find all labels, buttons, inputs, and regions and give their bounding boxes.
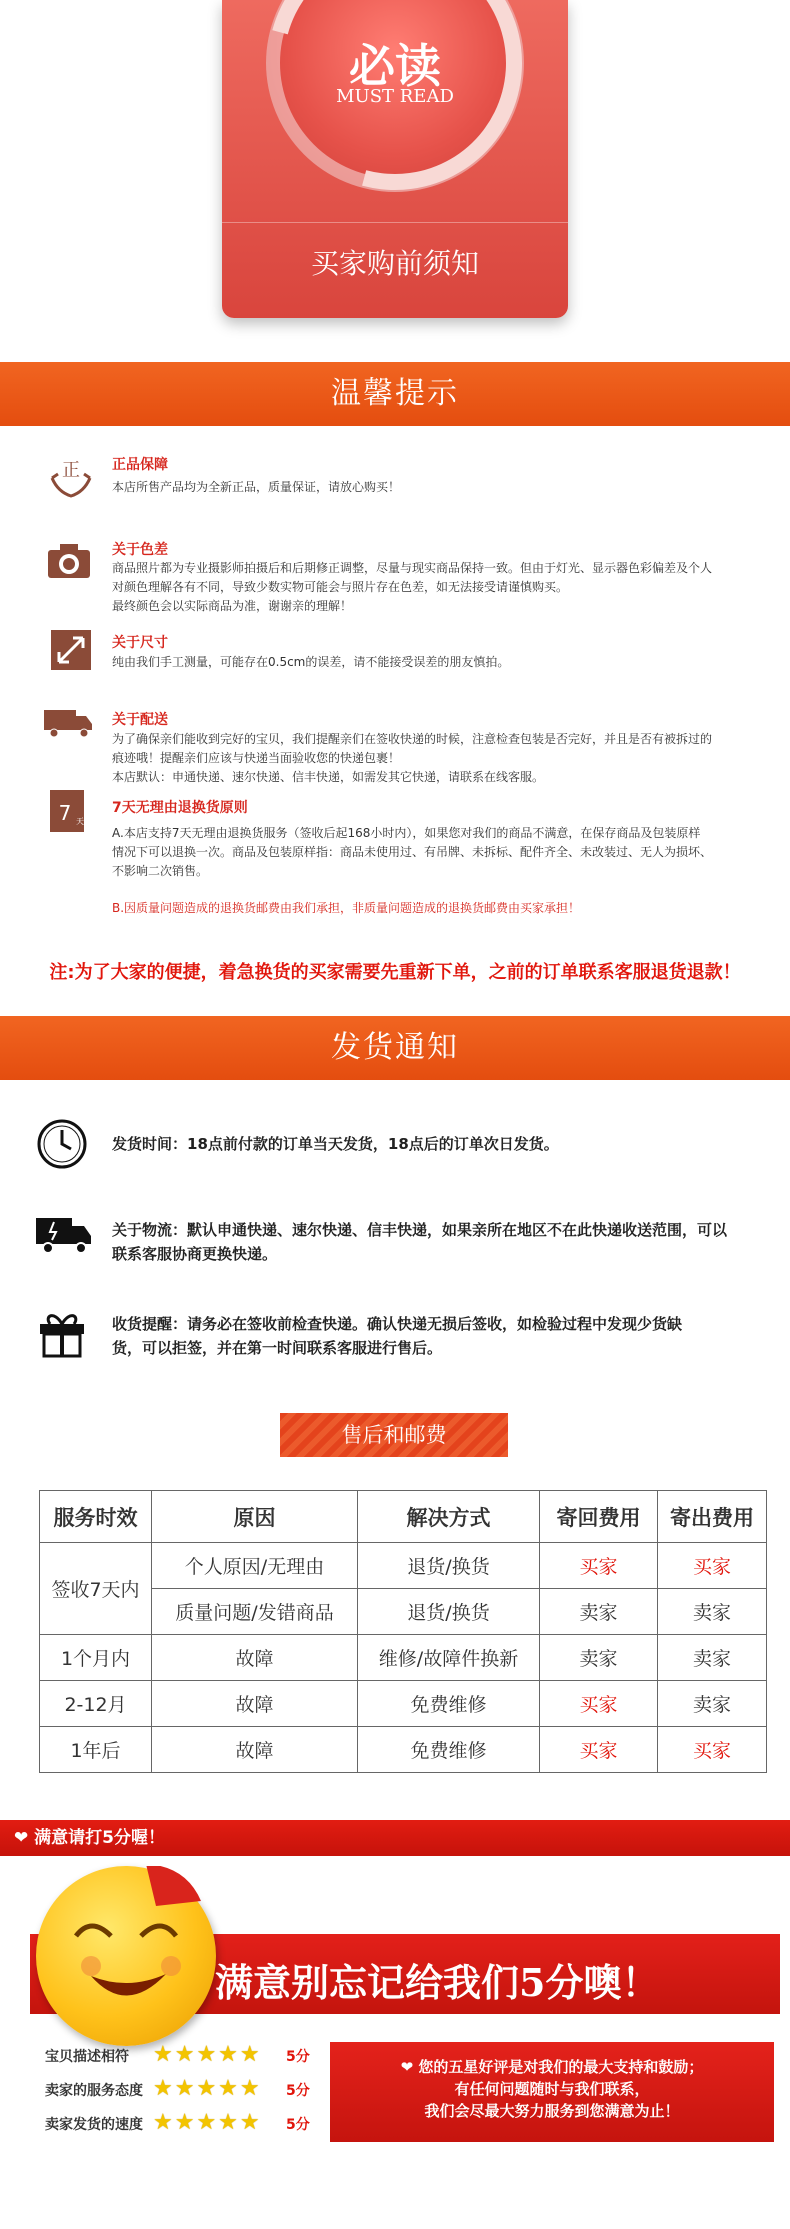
heart-icon: ❤ bbox=[14, 1828, 29, 1848]
five-stars-icon: ★★★★★ bbox=[153, 2110, 262, 2135]
score-value: 5分 bbox=[286, 2049, 310, 2065]
shipping-banner: 发货通知 bbox=[0, 1016, 790, 1080]
shipping-logistics-text bbox=[112, 1218, 772, 1266]
tip-title-return: 7天无理由退换货原则 bbox=[112, 800, 248, 816]
score-value: 5分 bbox=[286, 2117, 310, 2133]
after-sales-heading: 售后和邮费 bbox=[280, 1413, 508, 1457]
tip-text-delivery bbox=[112, 730, 772, 787]
tip-text-genuine bbox=[112, 478, 772, 497]
cell-return-fee: 买家 bbox=[540, 1681, 658, 1727]
shipping-line: 发货时间：18点前付款的订单当天发货，18点后的订单次日发货。 bbox=[112, 1135, 559, 1153]
cell-period: 1年后 bbox=[40, 1727, 152, 1773]
cell-send-fee: 卖家 bbox=[658, 1681, 767, 1727]
tip-line: 痕迹哦！提醒亲们应该与快递当面验收您的快递包裹！ bbox=[112, 751, 401, 765]
cell-reason: 故障 bbox=[152, 1681, 358, 1727]
tip-line: 纯由我们手工测量，可能存在0.5cm的误差，请不能接受误差的朋友慎拍。 bbox=[112, 655, 510, 669]
tip-line: 对颜色理解各有不同，导致少数实物可能会与照片存在色差，如无法接受请谨慎购买。 bbox=[112, 580, 569, 594]
tip-line: 情况下可以退换一次。商品及包装原样指：商品未使用过、有吊牌、未拆标、配件齐全、未改装过、无人为损坏、 bbox=[112, 845, 713, 859]
svg-text:天: 天 bbox=[76, 817, 84, 826]
must-read-caption: 买家购前须知 bbox=[222, 222, 568, 318]
cell-reason: 故障 bbox=[152, 1727, 358, 1773]
shipping-line: 联系客服协商更换快递。 bbox=[112, 1245, 278, 1263]
score-value: 5分 bbox=[286, 2083, 310, 2099]
cell-return-fee: 卖家 bbox=[540, 1589, 658, 1635]
shipping-line: 收货提醒：请务必在签收前检查快递。确认快递无损后签收，如检验过程中发现少货缺 bbox=[112, 1315, 683, 1333]
cell-send-fee: 买家 bbox=[658, 1727, 767, 1773]
tip-title-size: 关于尺寸 bbox=[112, 635, 168, 651]
rating-banner-text: 满意别忘记给我们5分噢！ bbox=[215, 1960, 660, 2005]
after-sales-table bbox=[39, 1490, 767, 1773]
svg-text:正: 正 bbox=[62, 460, 80, 481]
cell-send-fee: 卖家 bbox=[658, 1635, 767, 1681]
promise-line: 我们会尽最大努力服务到您满意为止！ bbox=[424, 2102, 680, 2120]
score-label: 卖家发货的速度 bbox=[45, 2117, 143, 2133]
tip-title-color: 关于色差 bbox=[112, 542, 168, 558]
column-header: 寄回费用 bbox=[540, 1491, 658, 1543]
tip-line: 本店所售产品均为全新正品，质量保证，请放心购买！ bbox=[112, 480, 401, 494]
cell-send-fee: 买家 bbox=[658, 1543, 767, 1589]
cell-solution: 退货/换货 bbox=[358, 1589, 540, 1635]
shipping-receive-text bbox=[112, 1312, 772, 1360]
column-header: 寄出费用 bbox=[658, 1491, 767, 1543]
table-row bbox=[40, 1727, 767, 1773]
tip-title-delivery: 关于配送 bbox=[112, 712, 168, 728]
cell-solution: 免费维修 bbox=[358, 1727, 540, 1773]
must-read-card bbox=[222, 0, 568, 318]
cell-return-fee: 买家 bbox=[540, 1543, 658, 1589]
camera-icon bbox=[46, 542, 92, 582]
truck-icon bbox=[44, 708, 90, 748]
score-label: 卖家的服务态度 bbox=[45, 2083, 143, 2099]
cell-solution: 免费维修 bbox=[358, 1681, 540, 1727]
shipping-time-text bbox=[112, 1132, 772, 1156]
cell-return-fee: 卖家 bbox=[540, 1635, 658, 1681]
cell-return-fee: 买家 bbox=[540, 1727, 658, 1773]
cell-period: 2-12月 bbox=[40, 1681, 152, 1727]
delivery-truck-icon bbox=[36, 1212, 88, 1264]
five-stars-icon: ★★★★★ bbox=[153, 2042, 262, 2067]
heart-icon: ❤ bbox=[400, 2058, 419, 2076]
promise-line: 有任何问题随时与我们联系， bbox=[454, 2080, 650, 2098]
cell-reason: 质量问题/发错商品 bbox=[152, 1589, 358, 1635]
resize-arrow-icon bbox=[48, 630, 94, 670]
must-read-title: 必读 bbox=[349, 39, 441, 93]
cell-reason: 个人原因/无理由 bbox=[152, 1543, 358, 1589]
tip-text-size bbox=[112, 653, 772, 672]
column-header: 服务时效 bbox=[40, 1491, 152, 1543]
svg-text:7: 7 bbox=[58, 801, 72, 825]
must-read-subtitle: MUST READ bbox=[336, 86, 454, 107]
cell-reason: 故障 bbox=[152, 1635, 358, 1681]
tip-text-color bbox=[112, 559, 772, 616]
promise-box bbox=[330, 2042, 774, 2142]
smiley-mascot-icon bbox=[36, 1866, 216, 2046]
cell-period: 1个月内 bbox=[40, 1635, 152, 1681]
score-row-description bbox=[45, 2042, 345, 2072]
shipping-line: 货，可以拒签，并在第一时间联系客服进行售后。 bbox=[112, 1339, 443, 1357]
rating-bar-text: 满意请打5分喔！ bbox=[34, 1828, 166, 1848]
shipping-line: 关于物流：默认申通快递、速尔快递、信丰快递，如果亲所在地区不在此快递收送范围，可以 bbox=[112, 1221, 728, 1239]
column-header: 解决方式 bbox=[358, 1491, 540, 1543]
score-row-service bbox=[45, 2076, 345, 2106]
five-stars-icon: ★★★★★ bbox=[153, 2076, 262, 2101]
score-row-speed bbox=[45, 2110, 345, 2140]
tips-banner: 温馨提示 bbox=[0, 362, 790, 426]
tip-text-return bbox=[112, 824, 772, 881]
tip-line: 不影响二次销售。 bbox=[112, 864, 209, 878]
table-header-row bbox=[40, 1491, 767, 1543]
promise-line bbox=[330, 2056, 774, 2078]
cell-solution: 维修/故障件换新 bbox=[358, 1635, 540, 1681]
tip-line: 商品照片都为专业摄影师拍摄后和后期修正调整，尽量与现实商品保持一致。但由于灯光、显示器色彩偏差及个人 bbox=[112, 561, 713, 575]
rating-bar bbox=[0, 1820, 790, 1856]
seven-day-icon bbox=[50, 790, 84, 832]
score-label: 宝贝描述相符 bbox=[45, 2049, 129, 2065]
genuine-hands-icon bbox=[48, 456, 94, 496]
tip-line: 为了确保亲们能收到完好的宝贝，我们提醒亲们在签收快递的时候，注意检查包装是否完好，并且是否有被拆过的 bbox=[112, 732, 713, 746]
cell-solution: 退货/换货 bbox=[358, 1543, 540, 1589]
table-row bbox=[40, 1635, 767, 1681]
column-header: 原因 bbox=[152, 1491, 358, 1543]
gift-icon bbox=[36, 1306, 88, 1358]
cell-period: 签收7天内 bbox=[40, 1543, 152, 1635]
tip-line: 本店默认：申通快递、速尔快递、信丰快递，如需发其它快递，请联系在线客服。 bbox=[112, 770, 545, 784]
tip-text-return-fee: B.因质量问题造成的退换货邮费由我们承担，非质量问题造成的退换货邮费由买家承担！ bbox=[112, 901, 581, 915]
tip-line: A.本店支持7天无理由退换货服务（签收后起168小时内），如果您对我们的商品不满意，在保存商品及包装原样 bbox=[112, 826, 701, 840]
table-row bbox=[40, 1543, 767, 1589]
cell-send-fee: 卖家 bbox=[658, 1589, 767, 1635]
promise-text: 您的五星好评是对我们的最大支持和鼓励； bbox=[418, 2058, 704, 2076]
tips-notice: 注:为了大家的便捷，着急换货的买家需要先重新下单，之前的订单联系客服退货退款！ bbox=[49, 962, 741, 983]
tip-title-genuine: 正品保障 bbox=[112, 457, 168, 473]
clock-icon bbox=[36, 1118, 88, 1170]
tip-line: 最终颜色会以实际商品为准，谢谢亲的理解！ bbox=[112, 599, 353, 613]
table-row bbox=[40, 1681, 767, 1727]
